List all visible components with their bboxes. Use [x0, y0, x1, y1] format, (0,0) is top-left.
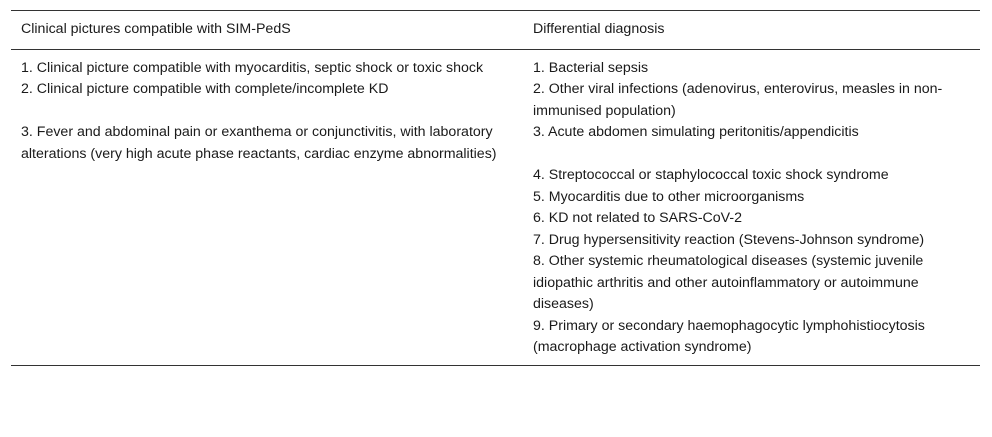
table-cell: 7. Drug hypersensitivity reaction (Stevens-Johnson syndrome) — [533, 231, 925, 248]
table-cell — [11, 165, 523, 187]
diagnosis-table-container — [11, 10, 980, 366]
header-differential-diagnosis: Differential diagnosis — [533, 21, 665, 37]
table-cell — [11, 230, 523, 252]
table-row — [11, 165, 980, 187]
table-cell: 2. Clinical picture compatible with complete/incomplete KD — [21, 81, 389, 97]
table-row — [11, 79, 980, 122]
table-body — [11, 49, 980, 365]
table-cell: 1. Clinical picture compatible with myocarditis, septic shock or toxic shock — [21, 59, 484, 76]
table-row — [11, 316, 980, 366]
table-cell: 8. Other systemic rheumatological diseases (systemic juvenile idiopathic arthritis and other autoinflammatory or autoimmune diseases) — [533, 253, 924, 312]
table-row — [11, 122, 980, 165]
table-cell — [11, 187, 523, 209]
table-cell: 4. Streptococcal or staphylococcal toxic shock syndrome — [533, 167, 889, 183]
header-clinical-pictures: Clinical pictures compatible with SIM-PedS — [21, 21, 291, 37]
table-cell: 5. Myocarditis due to other microorganisms — [533, 188, 805, 205]
table-header — [11, 11, 980, 50]
header-row — [11, 11, 980, 50]
table-cell: 3. Acute abdomen simulating peritonitis/appendicitis — [533, 124, 859, 140]
table-cell: 6. KD not related to SARS-CoV-2 — [533, 210, 742, 226]
table-row — [11, 49, 980, 79]
table-row — [11, 251, 980, 316]
table-cell — [11, 251, 523, 316]
diagnosis-table — [11, 10, 980, 366]
table-row — [11, 230, 980, 252]
table-cell — [11, 316, 523, 366]
table-cell: 2. Other viral infections (adenovirus, enterovirus, measles in non-immunised population) — [533, 81, 943, 119]
table-cell: 9. Primary or secondary haemophagocytic lymphohistiocytosis (macrophage activation syndrome) — [533, 317, 925, 355]
table-row — [11, 187, 980, 209]
table-cell — [11, 208, 523, 230]
table-cell: 3. Fever and abdominal pain or exanthema or conjunctivitis, with laboratory alterations (very high acute phase reactants, cardiac enzyme abnormalities) — [21, 124, 497, 162]
table-row — [11, 208, 980, 230]
table-cell: 1. Bacterial sepsis — [533, 59, 649, 76]
